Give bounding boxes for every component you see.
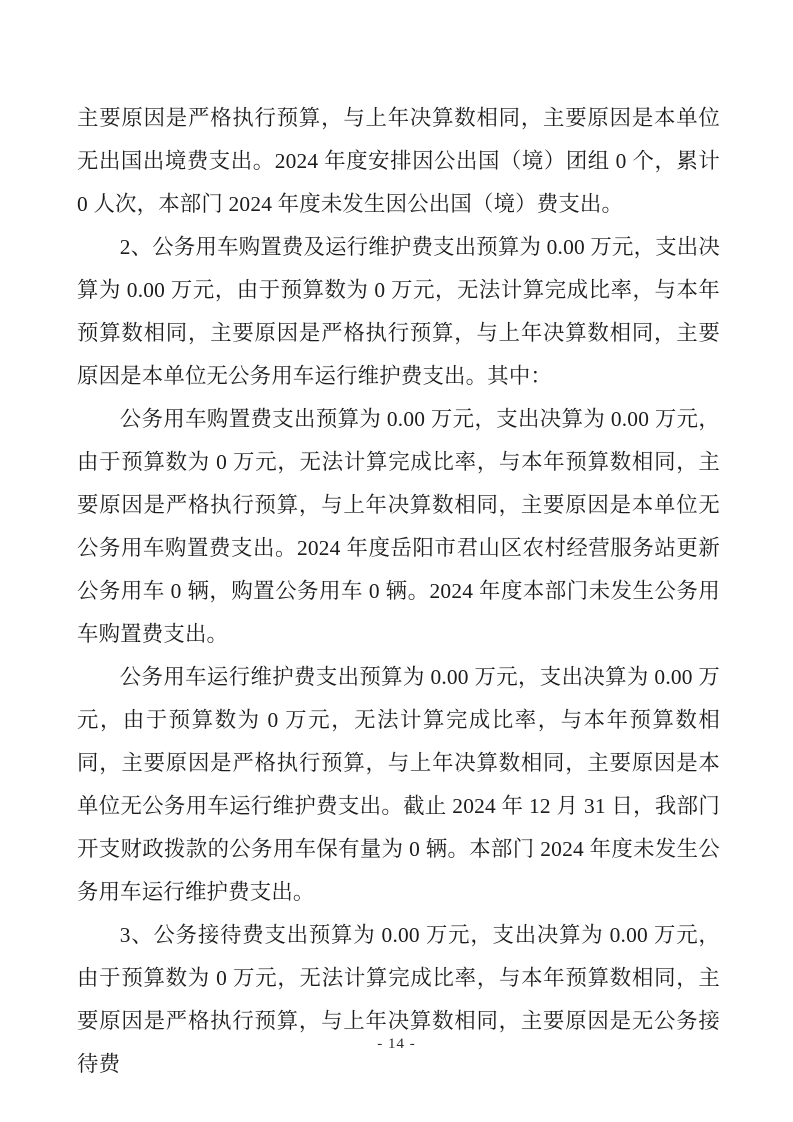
page-number: - 14 - [377, 1036, 416, 1052]
body-paragraph: 主要原因是严格执行预算，与上年决算数相同，主要原因是本单位无出国出境费支出。2024 年度安排因公出国（境）团组 0 个，累计 0 人次，本部门 2024 年度未发生因公出国（境）费支出。 [77, 106, 720, 216]
body-paragraph: 公务用车运行维护费支出预算为 0.00 万元，支出决算为 0.00 万元，由于预算数为 0 万元，无法计算完成比率，与本年预算数相同，主要原因是严格执行预算，与上年决算数相同，主要原因是本单位无公务用车运行维护费支出。截止 2024 年 12 月 31 日，我部门开支财政拨款的公务用车保有量为 0 辆。本部门 2024 年度未发生公务用车运行维护费支出。 [77, 665, 720, 904]
body-paragraph: 2、公务用车购置费及运行维护费支出预算为 0.00 万元，支出决算为 0.00 万元，由于预算数为 0 万元，无法计算完成比率，与本年预算数相同，主要原因是严格执行预算，与上年决算数相同，主要原因是本单位无公务用车运行维护费支出。其中： [77, 235, 720, 388]
body-paragraph: 公务用车购置费支出预算为 0.00 万元，支出决算为 0.00 万元，由于预算数为 0 万元，无法计算完成比率，与本年预算数相同，主要原因是严格执行预算，与上年决算数相同，主要原因是本单位无公务用车购置费支出。2024 年度岳阳市君山区农村经营服务站更新公务用车 0 辆，购置公务用车 0 辆。2024 年度本部门未发生公务用车购置费支出。 [77, 407, 720, 646]
document-body [77, 97, 720, 1086]
body-paragraph: 3、公务接待费支出预算为 0.00 万元，支出决算为 0.00 万元，由于预算数为 0 万元，无法计算完成比率，与本年预算数相同，主要原因是严格执行预算，与上年决算数相同，主要原因是无公务接待费 [77, 923, 720, 1076]
